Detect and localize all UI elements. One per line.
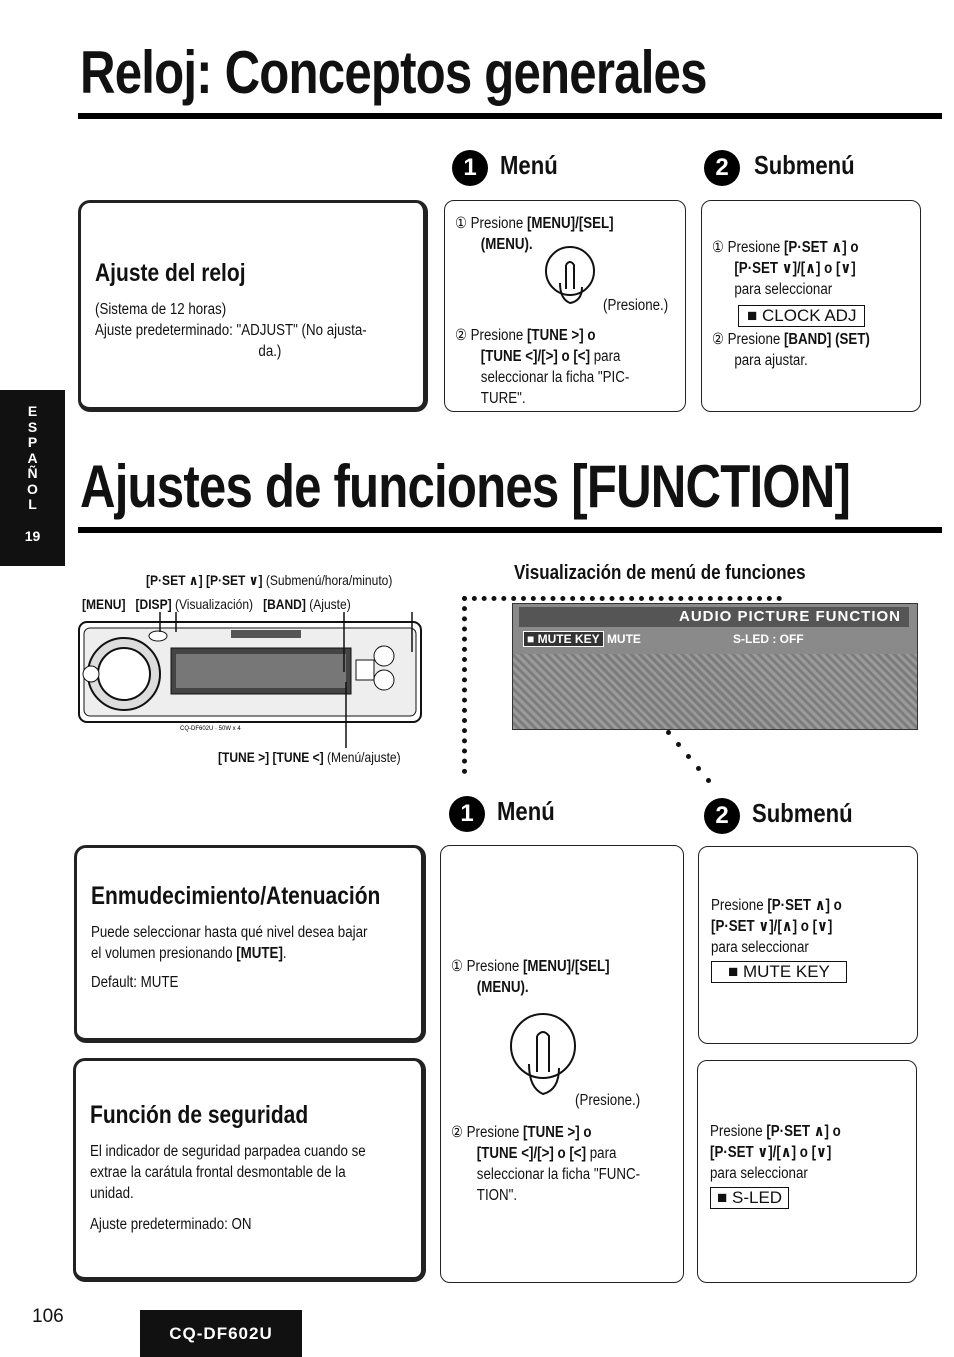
clock-menu-step2: ② Presione [TUNE >] o [TUNE <]/[>] o [<] para seleccionar la ficha "PIC- TURE". <box>455 327 630 407</box>
mute-title: Enmudecimiento/Atenuación <box>91 882 381 910</box>
function-submenu-number-badge: 2 <box>704 798 740 834</box>
mute-desc: Puede seleccionar hasta qué nivel desea bajar el volumen presionando [MUTE]. Default: MUTE <box>91 924 368 991</box>
car-stereo-faceplate <box>76 612 426 748</box>
security-setting-box <box>73 1058 426 1282</box>
submenu-heading: Submenú <box>754 150 855 180</box>
submenu-mute-key-desc: Presione [P·SET ∧] o [P·SET ∨]/[∧] o [∨] para seleccionar <box>711 897 842 956</box>
clock-adj-label: ■ CLOCK ADJ <box>738 305 865 327</box>
diag-dot <box>686 754 691 759</box>
volume-knob-hand-icon <box>530 243 610 313</box>
diag-dot <box>666 730 671 735</box>
function-menu-display <box>512 603 918 730</box>
clock-submenu-box <box>701 200 921 412</box>
security-desc: El indicador de seguridad parpadea cuando se extrae la carátula frontal desmontable de la unidad. Ajuste predeterminado: ON <box>90 1143 366 1233</box>
pset-label: [P·SET ∧] [P·SET ∨] (Submenú/hora/minuto) <box>146 572 393 588</box>
clock-setting-title: Ajuste del reloj <box>95 259 246 287</box>
menu-heading: Menú <box>500 150 558 180</box>
function-display-heading: Visualización de menú de funciones <box>514 562 806 584</box>
section-title: Ajustes de funciones [FUNCTION] <box>80 453 851 520</box>
security-title: Función de seguridad <box>90 1101 309 1129</box>
diag-dot <box>696 766 701 771</box>
display-item-sled: S-LED : OFF <box>733 632 804 646</box>
function-submenu-heading: Submenú <box>752 798 853 828</box>
clock-setting-desc: (Sistema de 12 horas) Ajuste predeterminado: "ADJUST" (No ajusta- da.) <box>95 301 367 360</box>
function-press-label: (Presione.) <box>575 1092 641 1109</box>
function-menu-step2: ② Presione [TUNE >] o [TUNE <]/[>] o [<] para seleccionar la ficha "FUNC- TION". <box>451 1124 641 1204</box>
function-menu-number-badge: 1 <box>449 796 485 832</box>
page-number: 106 <box>32 1306 64 1327</box>
clock-submenu-step2: ② Presione [BAND] (SET) para ajustar. <box>712 331 870 369</box>
display-item-mute-key: ■ MUTE KEY MUTE <box>523 632 641 646</box>
clock-press-label: (Presione.) <box>603 297 669 314</box>
language-side-tab: E S P A Ñ O L 19 <box>0 390 65 566</box>
function-menu-step-box <box>440 845 684 1283</box>
diag-dot <box>676 742 681 747</box>
title-rule <box>78 113 942 119</box>
model-badge: CQ-DF602U <box>140 1310 302 1357</box>
mute-setting-box <box>74 845 426 1043</box>
menu-disp-band-labels: [MENU] [DISP] (Visualización) [BAND] (Ajuste) <box>82 596 351 612</box>
clock-menu-step1: ① Presione [MENU]/[SEL] (MENU). <box>455 215 614 253</box>
menu-number-badge: 1 <box>452 150 488 186</box>
diag-dot <box>706 778 711 783</box>
submenu-sled-desc: Presione [P·SET ∧] o [P·SET ∨]/[∧] o [∨] para seleccionar <box>710 1123 841 1182</box>
tune-label: [TUNE >] [TUNE <] (Menú/ajuste) <box>218 749 401 765</box>
clock-menu-step-box <box>444 200 686 412</box>
dotted-connector-vertical <box>462 596 467 774</box>
function-menu-step1: ① Presione [MENU]/[SEL] (MENU). <box>451 958 610 996</box>
sled-label: ■ S-LED <box>710 1187 789 1209</box>
clock-setting-box <box>78 200 428 412</box>
function-menu-heading: Menú <box>497 796 555 826</box>
submenu-mute-key-box <box>698 846 918 1044</box>
page-title: Reloj: Conceptos generales <box>80 39 707 106</box>
section-rule <box>78 527 942 533</box>
clock-submenu-step1: ① Presione [P·SET ∧] o [P·SET ∨]/[∧] o [∨] para seleccionar <box>712 239 859 298</box>
submenu-number-badge: 2 <box>704 150 740 186</box>
submenu-sled-box <box>697 1060 917 1283</box>
mute-key-label: ■ MUTE KEY <box>711 961 847 983</box>
display-tabs: AUDIO PICTURE FUNCTION <box>519 607 909 627</box>
volume-knob-hand-icon <box>487 1006 587 1106</box>
svg-text:CQ-DF602U · 50W x 4: CQ-DF602U · 50W x 4 <box>180 726 241 732</box>
